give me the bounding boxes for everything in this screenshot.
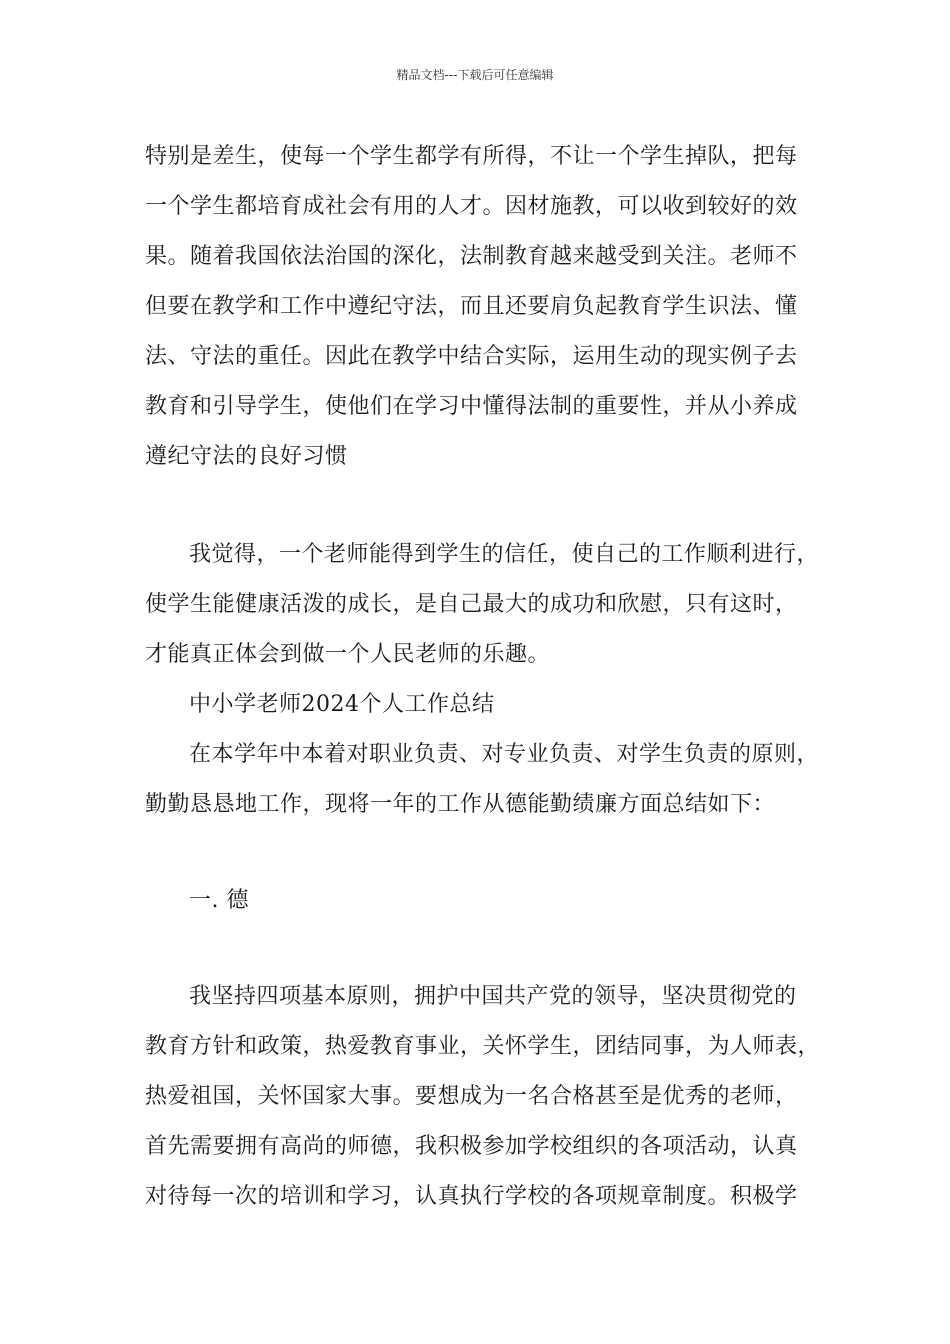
text-line: 对待每一次的培训和学习，认真执行学校的各项规章制度。积极学	[145, 1184, 798, 1209]
text-line: 使学生能健康活泼的成长，是自己最大的成功和欣慰，只有这时，	[145, 592, 798, 617]
text-line: 特别是差生，使每一个学生都学有所得，不让一个学生掉队，把每	[145, 144, 798, 169]
text-line: 勤勤恳恳地工作，现将一年的工作从德能勤绩廉方面总结如下：	[145, 792, 776, 817]
text-line: 教育方针和政策，热爱教育事业，关怀学生，团结同事，为人师表，	[145, 1034, 821, 1059]
paragraph-6	[145, 972, 835, 1222]
text-line: 中小学老师2024个人工作总结	[189, 692, 495, 717]
heading-de	[145, 876, 835, 926]
text-line: 才能真正体会到做一个人民老师的乐趣。	[145, 642, 551, 667]
text-line: 果。随着我国依法治国的深化，法制教育越来越受到关注。老师不	[145, 244, 798, 269]
text-line: 一个学生都培育成社会有用的人才。因材施教，可以收到较好的效	[145, 194, 798, 219]
text-line: 但要在教学和工作中遵纪守法，而且还要肩负起教育学生识法、懂	[145, 294, 798, 319]
text-line: 热爱祖国，关怀国家大事。要想成为一名合格甚至是优秀的老师，	[145, 1084, 798, 1109]
text-line: 我坚持四项基本原则，拥护中国共产党的领导，坚决贯彻党的	[189, 984, 797, 1009]
paragraph-2	[145, 530, 835, 680]
page-header: 精品文档---下载后可任意编辑	[396, 68, 554, 82]
document-body	[145, 132, 835, 1222]
text-line: 教育和引导学生，使他们在学习中懂得法制的重要性，并从小养成	[145, 394, 798, 419]
text-line: 遵纪守法的良好习惯	[145, 444, 348, 469]
paragraph-4	[145, 730, 835, 830]
text-line: 法、守法的重任。因此在教学中结合实际，运用生动的现实例子去	[145, 344, 798, 369]
text-line: 一. 德	[189, 888, 249, 913]
text-line: 在本学年中本着对职业负责、对专业负责、对学生负责的原则，	[189, 742, 820, 767]
paragraph-1	[145, 132, 835, 482]
text-line: 首先需要拥有高尚的师德，我积极参加学校组织的各项活动，认真	[145, 1134, 798, 1159]
section-title	[145, 680, 835, 730]
text-line: 我觉得，一个老师能得到学生的信任，使自己的工作顺利进行，	[189, 542, 820, 567]
